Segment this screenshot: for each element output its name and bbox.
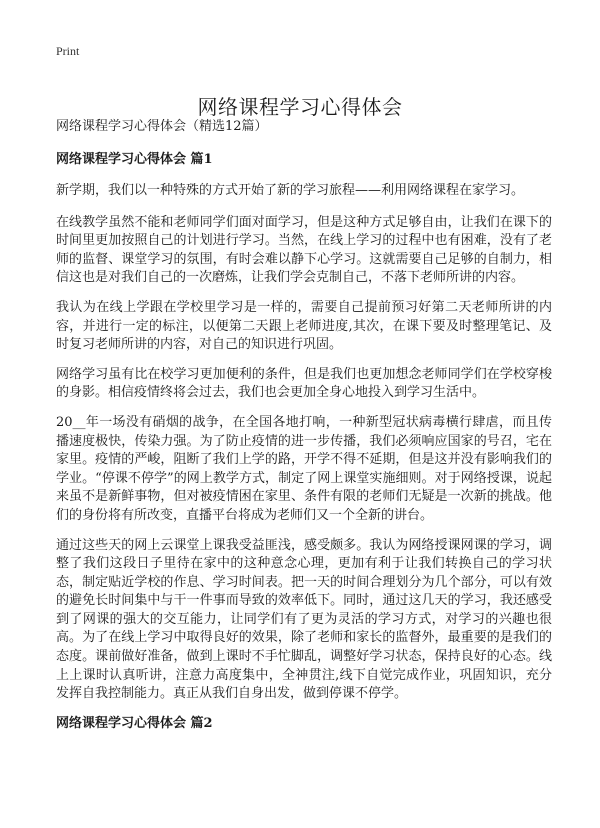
document-subtitle: 网络课程学习心得体会（精选12篇） xyxy=(56,119,268,134)
print-link[interactable]: Print xyxy=(56,44,80,58)
section-heading: 网络课程学习心得体会 篇2 xyxy=(56,715,213,731)
paragraph: 在线教学虽然不能和老师同学们面对面学习，但是这种方式足够自由，让我们在课下的时间里更加按照自己的计划进行学习。当然，在线上学习的过程中也有困难，没有了老师的监督、课堂学习的氛围，有时会难以静下心学习。这就需要自己足够的自制力，相信这也是对我们自己的一次磨炼，让我们学会克制自己，不落下老师所讲的内容。 xyxy=(56,214,552,286)
section-heading: 网络课程学习心得体会 篇1 xyxy=(56,152,213,167)
document-body xyxy=(56,118,552,746)
paragraph: 我认为在线上学跟在学校里学习是一样的，需要自己提前预习好第二天老师所讲的内容，并进行一定的标注，以便第二天跟上老师进度,其次，在课下要及时整理笔记、及时复习老师所讲的内容，对自己的知识进行巩固。 xyxy=(56,299,552,353)
paragraph: 网络学习虽有比在校学习更加便利的条件，但是我们也更加想念老师同学们在学校穿梭的身影。相信疫情终将会过去，我们也会更加全身心地投入到学习生活中。 xyxy=(56,366,552,401)
page-title: 网络课程学习心得体会 xyxy=(197,95,403,120)
paragraph: 新学期，我们以一种特殊的方式开始了新的学习旅程——利用网络课程在家学习。 xyxy=(56,183,525,198)
paragraph: 20__年一场没有硝烟的战争，在全国各地打响，一种新型冠状病毒横行肆虐，而且传播速度极快，传染力强。为了防止疫情的进一步传播，我们必须响应国家的号召，宅在家里。疫情的严峻，阻断了我们上学的路，开学不得不延期，但是这并没有影响我们的学业。“停课不停学”的网上教学方式，制定了网上课堂实施细则。对于网络授课，说起来虽不是新鲜事物，但对被疫情困在家里、条件有限的老师们无疑是一次新的挑战。他们的身份将有所改变，直播平台将成为老师们又一个全新的讲台。 xyxy=(56,414,552,523)
paragraph: 通过这些天的网上云课堂上课我受益匪浅，感受颇多。我认为网络授课网课的学习，调整了我们这段日子里待在家中的这种意念心理，更加有利于让我们转换自己的学习状态，制定贴近学校的作息、学习时间表。把一天的时间合理划分为几个部分，可以有效的避免长时间集中与干一件事而导致的效率低下。同时，通过这几天的学习，我还感受到了网课的强大的交互能力，让同学们有了更为灵活的学习方式，对学习的兴趣也很高。为了在线上学习中取得良好的效果，除了老师和家长的监督外，最重要的是我们的态度。课前做好准备，做到上课时不手忙脚乱，调整好学习状态，保持良好的心态。线上上课时认真听讲，注意力高度集中，全神贯注,线下自觉完成作业，巩固知识，充分发挥自我控制能力。真正从我们自身出发，做到停课不停学。 xyxy=(56,537,552,702)
